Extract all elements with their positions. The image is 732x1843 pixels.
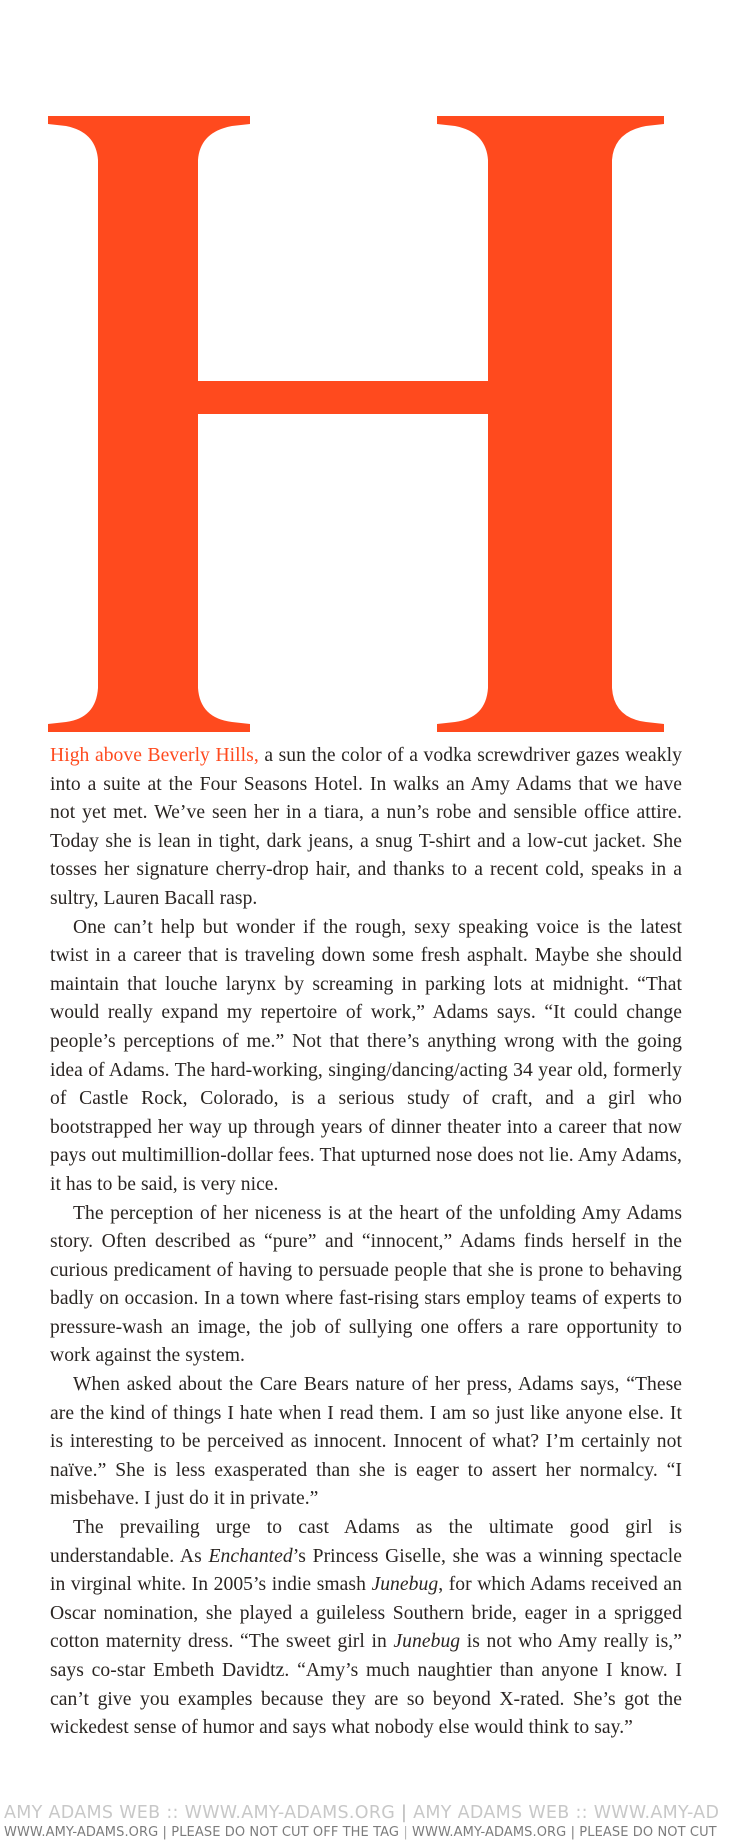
drop-cap-letter: H [0,76,1,77]
paragraph-5 [50,1514,682,1743]
paragraph-1-text: a sun the color of a vodka screwdriver gazes weakly into a suite at the Four Seasons Hotel. In walks an Amy Adams that we have not yet met. We’ve seen her in a tiara, a nun’s robe and sensible office attire. Today she is lean in tight, dark jeans, a snug T-shirt and a low-cut jacket. She tosses her signature cherry-drop hair, and thanks to a recent cold, speaks in a sultry, Lauren Bacall rasp. [50,745,682,909]
p5-segment: , for which Adams received an Oscar nomination, she played a guileless Southern bride, eager in a sprigged cotton maternity dress. “The sweet girl in [50,1574,682,1653]
watermark-tag: WWW.AMY-ADAMS.ORG | PLEASE DO NOT CUT [412,1825,717,1840]
p5-segment: ’s Princess Giselle, she was a winning spectacle in virginal white. In 2005’s indie smash [50,1545,682,1596]
watermark-tag: WWW.AMY-ADAMS.ORG | PLEASE DO NOT CUT OFF THE TAG [4,1825,400,1840]
film-title-enchanted: Enchanted [208,1545,293,1567]
paragraph-3: The perception of her niceness is at the heart of the unfolding Amy Adams story. Often described as “pure” and “innocent,” Adams finds herself in the curious predicament of having to persuade people that she is prone to behaving badly on occasion. In a town where fast-rising stars employ teams of experts to pressure-wash an image, the job of sullying one offers a rare opportunity to work against the system. [50,1202,682,1367]
drop-cap-h [0,76,732,756]
watermark-bottom-row [0,1823,732,1842]
watermark-top-row [0,1804,732,1823]
paragraph-2: One can’t help but wonder if the rough, sexy speaking voice is the latest twist in a career that is traveling down some fresh asphalt. Maybe she should maintain that louche larynx by screaming in parking lots at midnight. “That would really expand my repertoire of work,” Adams says. “It could change people’s perceptions of me.” Not that there’s anything wrong with the going idea of Adams. The hard-working, singing/dancing/acting 34 year old, formerly of Castle Rock, Colorado, is a serious study of craft, and a girl who bootstrapped her way up through years of dinner theater into a career that now pays out multimillion-dollar fees. That upturned nose does not lie. Amy Adams, it has to be said, is very nice. [50,916,682,1195]
watermark-separator: | [403,1825,408,1840]
p5-segment: is not who Amy really is,” says co-star Embeth Davidtz. “Amy’s much naughtier than anyone I know. I can’t give you examples because they are so beyond X-rated. She’s got the wickedest sense of humor and says what nobody else would think to say.” [50,1631,682,1739]
watermark-footer [0,1804,732,1843]
article-body [50,742,682,1743]
watermark-text: AMY ADAMS WEB :: WWW.AMY-ADAMS.ORG [4,1804,396,1823]
p5-segment: The prevailing urge to cast Adams as the ultimate good girl is understandable. As [50,1517,682,1567]
watermark-text: AMY ADAMS WEB :: WWW.AMY-AD [413,1804,720,1823]
film-title-junebug: Junebug [371,1574,439,1596]
paragraph-4: When asked about the Care Bears nature of her press, Adams says, “These are the kind of things I hate when I read them. I am so just like anyone else. It is interesting to be perceived as innocent. Innocent of what? I’m certainly not naïve.” She is less exasperated than she is eager to assert her normalcy. “I misbehave. I just do it in private.” [50,1374,682,1510]
lead-in: High above Beverly Hills, [50,745,259,766]
watermark-separator: | [401,1804,408,1823]
paragraph-1 [50,742,682,914]
film-title-junebug: Junebug [393,1631,461,1653]
